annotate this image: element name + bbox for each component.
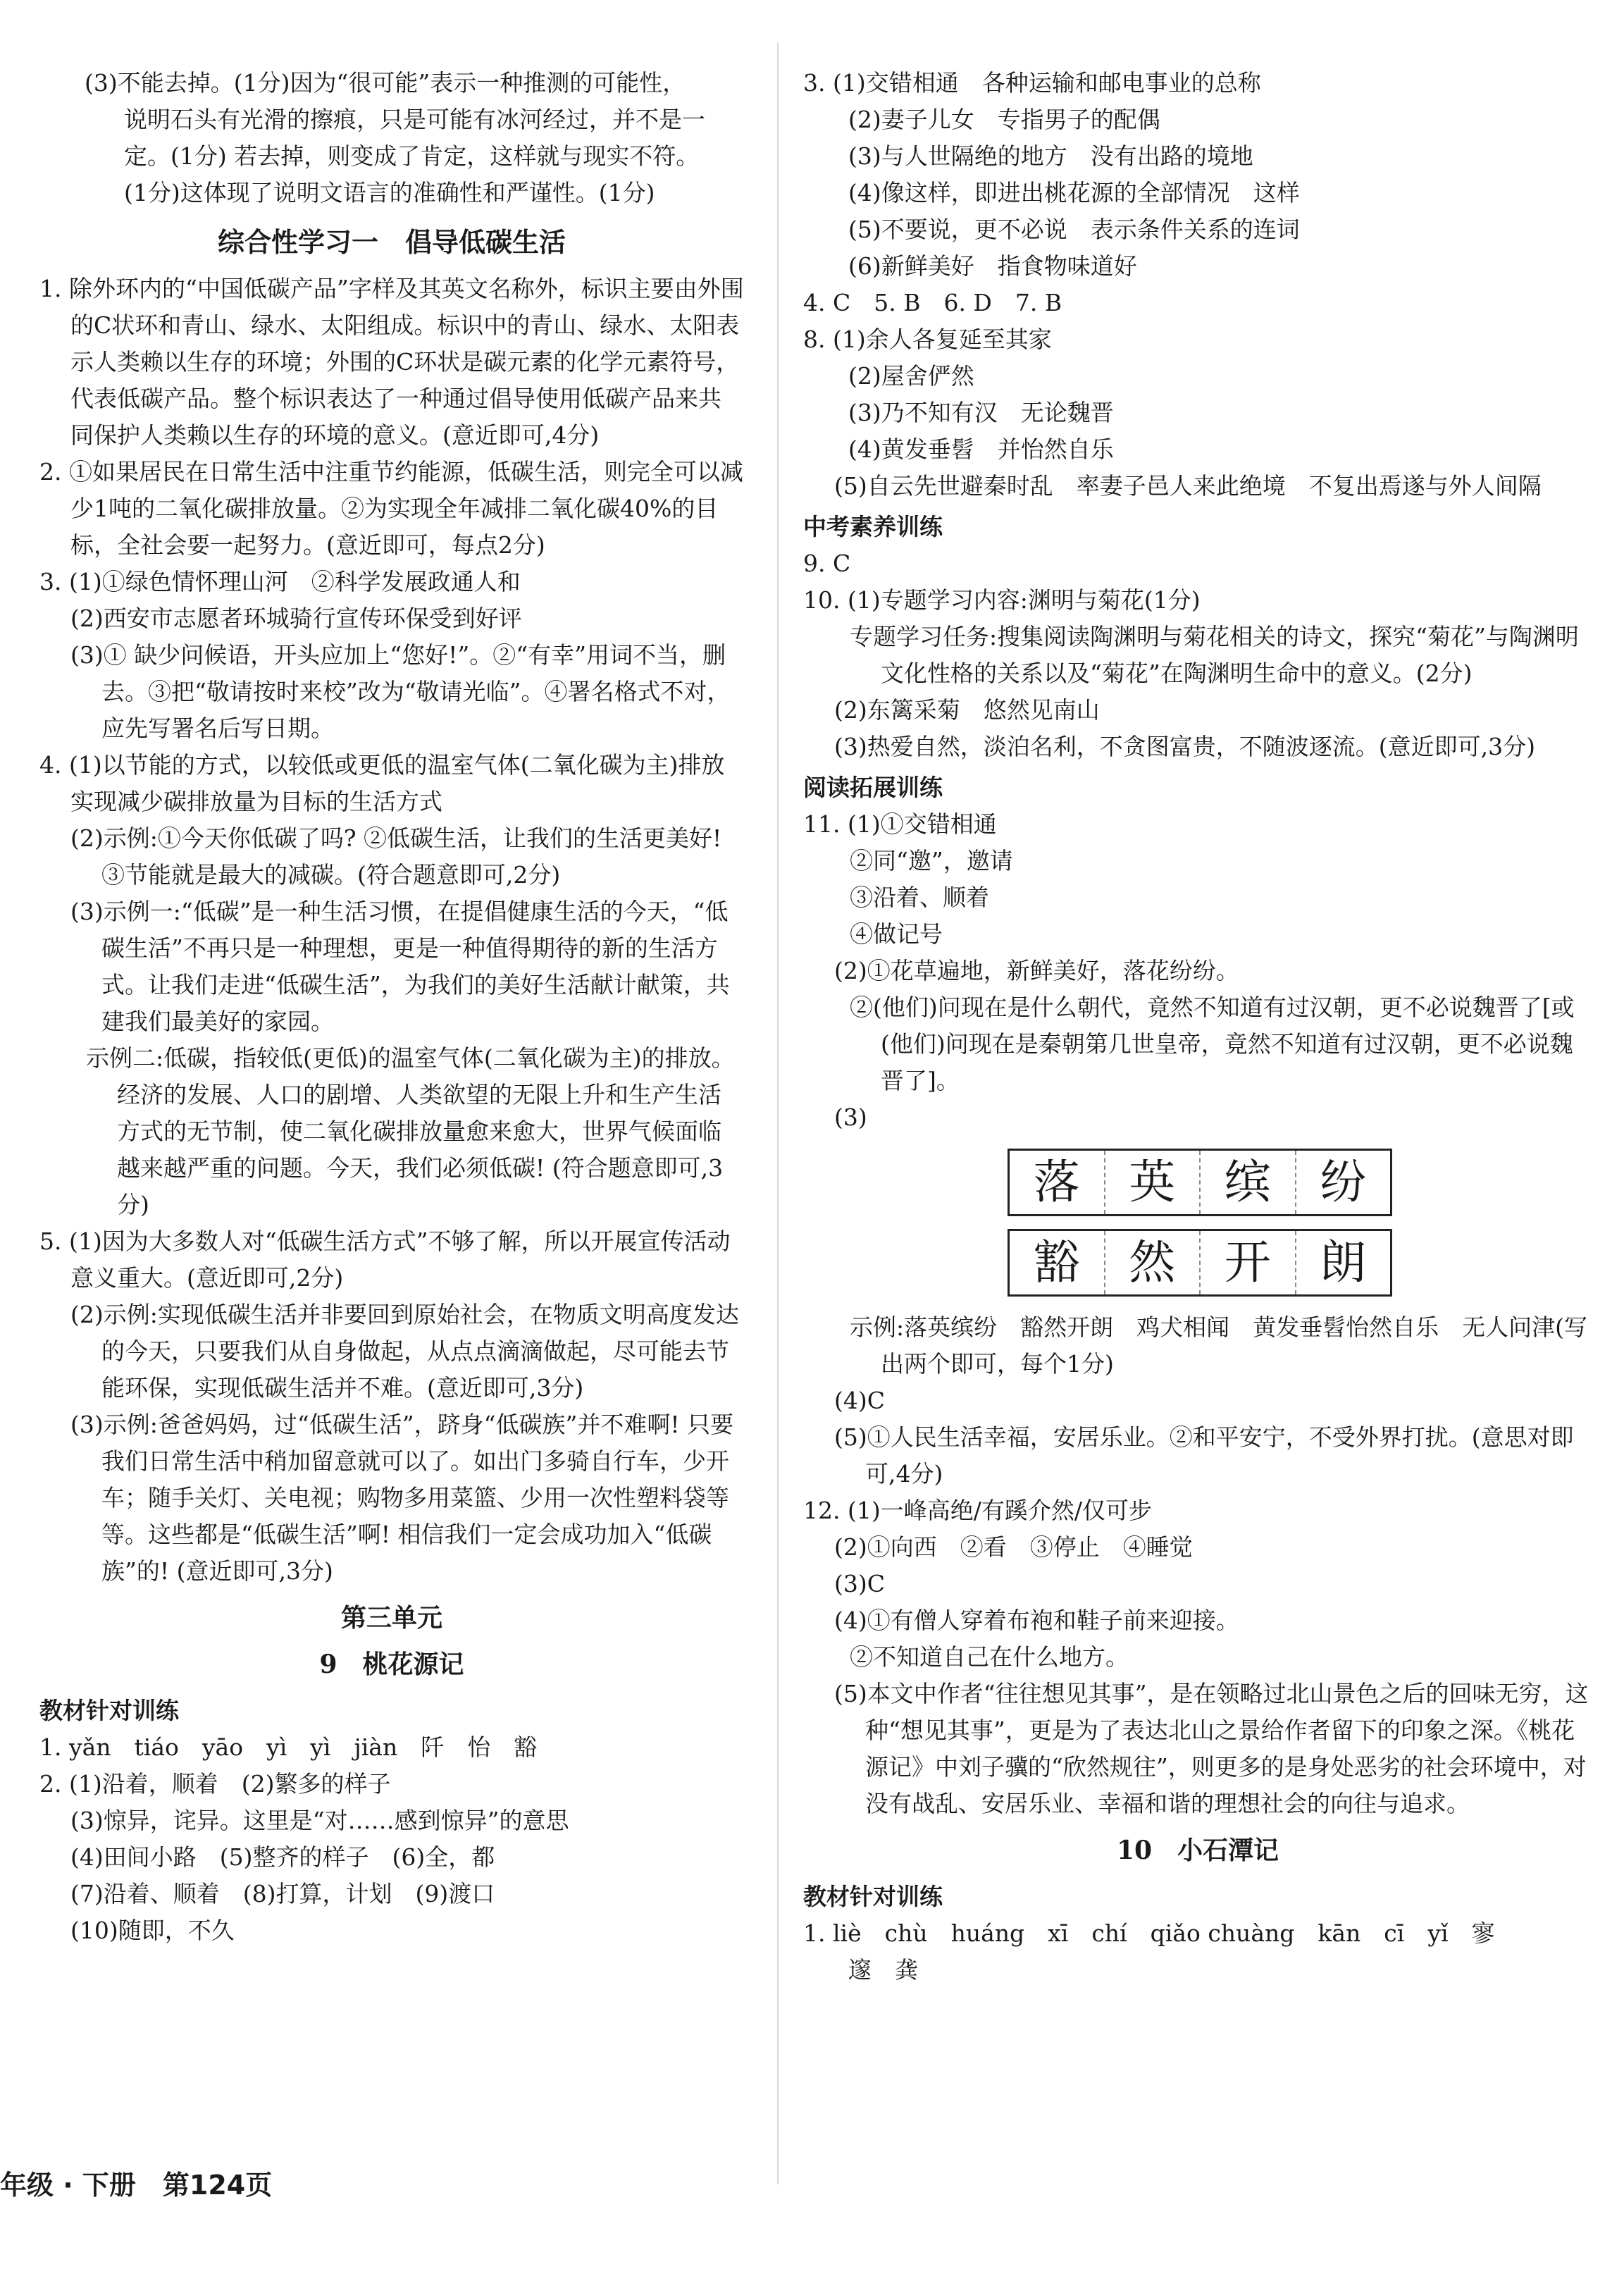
q11-block [803, 806, 1592, 1136]
answer-item: (3)① 缺少问候语，开头应加上“您好!”。②“有幸”用词不当，删去。③把“敬请按时来校”改为“敬请光临”。④署名格式不对，应先写署名后写日期。 [70, 641, 731, 742]
answer-item: ③沿着、顺着 [850, 884, 989, 911]
answer-item: (4)田间小路 (5)整齐的样子 (6)全，都 [70, 1843, 495, 1871]
yd-heading: 阅读拓展训练 [803, 774, 943, 801]
answer-item: ④做记号 [850, 920, 943, 948]
answer-item: ②(他们)问现在是什么朝代，竟然不知道有过汉朝，更不必说魏晋了[或(他们)问现在是秦朝第几世皇帝，竟然不知道有过汉朝，更不必说魏晋了]。 [850, 994, 1575, 1094]
answer-item: 4. (1)以节能的方式，以较低或更低的温室气体(二氧化碳为主)排放实现减少碳排放量为目标的生活方式 [39, 751, 725, 815]
char-cell: 豁 [1010, 1231, 1105, 1294]
answer-line: (6)新鲜美好 指食物味道好 [848, 252, 1137, 280]
answer-line: (3)乃不知有汉 无论魏晋 [848, 399, 1114, 426]
answer-item: (3)示例:爸爸妈妈，过“低碳生活”，跻身“低碳族”并不难啊! 只要我们日常生活中稍加留意就可以了。如出门多骑自行车，少开车；随手关灯、关电视；购物多用菜篮、少用一次性塑料袋等等。这些都是“低碳生活”啊! 相信我们一定会成功加入“低碳族”的! (意近即可,3分) [70, 1411, 734, 1585]
answer-item: (5)本文中作者“往往想见其事”，是在领略过北山景色之后的回味无穷，这种“想见其事”，更是为了表达北山之景给作者留下的印象之深。《桃花源记》中刘子骥的“欣然规往”，则更多的是身处恶劣的社会环境中，对没有战乱、安居乐业、幸福和谐的理想社会的向往与追求。 [834, 1680, 1589, 1817]
answer-line: 邃 龚 [848, 1956, 918, 1984]
left-column [39, 65, 744, 1949]
zk-heading: 中考素养训练 [803, 513, 943, 540]
char-cell: 落 [1010, 1151, 1105, 1214]
answer-item: (3)C [834, 1570, 885, 1597]
char-cell: 缤 [1201, 1151, 1296, 1214]
answer-item: 2. ①如果居民在日常生活中注重节约能源，低碳生活，则完全可以减少1吨的二氧化碳排放量。②为实现全年减排二氧化碳40%的目标，全社会要一起努力。(意近即可，每点2分) [39, 458, 743, 559]
answer-item: (3)示例一:“低碳”是一种生活习惯，在提倡健康生活的今天，“低碳生活”不再只是一种理想，更是一种值得期待的新的生活方式。让我们走进“低碳生活”，为我们的美好生活献计献策，共建我们最美好的家园。 [70, 898, 730, 1035]
answer-item: 1. yǎn tiáo yāo yì yì jiàn 阡 怡 豁 [39, 1733, 538, 1761]
answer-item: (3)热爱自然，淡泊名利，不贪图富贵，不随波逐流。(意近即可,3分) [834, 733, 1535, 760]
lesson-answers-list [39, 1729, 744, 1949]
answer-line: (4)像这样，即进出桃花源的全部情况 这样 [848, 179, 1300, 206]
sub-heading: 教材针对训练 [39, 1697, 179, 1724]
lesson-title: 9 桃花源记 [319, 1650, 464, 1679]
answers-list [39, 271, 744, 1590]
answer-line: (5)自云先世避秦时乱 率妻子邑人来此绝境 不复出焉遂与外人间隔 [834, 472, 1542, 500]
unit-title: 第三单元 [340, 1603, 442, 1633]
intro-line: 定。(1分) 若去掉，则变成了肯定，这样就与现实不符。 [124, 142, 700, 170]
answer-item: (5)①人民生活幸福，安居乐业。②和平安宁，不受外界打扰。(意思对即可,4分) [834, 1423, 1574, 1488]
page-footer: 年级 · 下册 第124页 [0, 2170, 273, 2201]
intro-block [39, 65, 744, 211]
column-divider [777, 42, 779, 2184]
answer-item: 示例:落英缤纷 豁然开朗 鸡犬相闻 黄发垂髫怡然自乐 无人问津(写出两个即可，每个1分) [850, 1313, 1587, 1378]
q11b-block [803, 1309, 1592, 1492]
char-cell: 英 [1105, 1151, 1201, 1214]
answer-line: (4)黄发垂髫 并怡然自乐 [848, 435, 1114, 463]
answer-line: (5)不要说，更不必说 表示条件关系的连词 [848, 216, 1300, 243]
answer-item: (2)示例:①今天你低碳了吗? ②低碳生活，让我们的生活更美好! ③节能就是最大的减碳。(符合题意即可,2分) [70, 824, 722, 889]
answer-item: 12. (1)一峰高绝/有蹊介然/仅可步 [803, 1497, 1152, 1524]
answer-item: (3)惊异，诧异。这里是“对……感到惊异”的意思 [70, 1807, 569, 1834]
intro-line: 说明石头有光滑的擦痕，只是可能有冰河经过，并不是一 [124, 106, 705, 133]
answer-item: ②同“邀”，邀请 [850, 847, 1013, 874]
answer-item: (2)示例:实现低碳生活并非要回到原始社会，在物质文明高度发达的今天，只要我们从自身做起，从点点滴滴做起，尽可能去节能环保，实现低碳生活并不难。(意近即可,3分) [70, 1301, 739, 1402]
char-cell: 开 [1201, 1231, 1296, 1294]
answer-line: (2)屋舍俨然 [848, 362, 974, 390]
answer-item: 3. (1)①绿色情怀理山河 ②科学发展政通人和 [39, 568, 521, 595]
char-cell: 然 [1105, 1231, 1201, 1294]
answer-item: 5. (1)因为大多数人对“低碳生活方式”不够了解，所以开展宣传活动意义重大。(意近即可,2分) [39, 1227, 731, 1292]
answer-item: (2)西安市志愿者环城骑行宣传环保受到好评 [70, 605, 522, 632]
char-cell: 纷 [1320, 1155, 1367, 1209]
right-column [803, 65, 1592, 1989]
sub-heading: 教材针对训练 [803, 1883, 943, 1910]
answer-item: 专题学习任务:搜集阅读陶渊明与菊花相关的诗文，探究“菊花”与陶渊明文化性格的关系以及“菊花”在陶渊明生命中的意义。(2分) [850, 623, 1579, 687]
answer-line: (3)与人世隔绝的地方 没有出路的境地 [848, 142, 1253, 170]
answer-line: 4. C 5. B 6. D 7. B [803, 289, 1062, 316]
intro-line: (3)不能去掉。(1分)因为“很可能”表示一种推测的可能性， [85, 69, 686, 97]
answer-item: ②不知道自己在什么地方。 [850, 1643, 1129, 1671]
answer-line: 9. C [803, 550, 851, 577]
q12-block [803, 1492, 1592, 1822]
answer-line: 1. liè chù huáng xī chí qiǎo chuàng kān cī yǐ 寥 [803, 1919, 1495, 1947]
answer-item: (2)①花草遍地，新鲜美好，落花纷纷。 [834, 957, 1239, 984]
answer-item: 1. 除外环内的“中国低碳产品”字样及其英文名称外，标识主要由外围的C状环和青山、绿水、太阳组成。标识中的青山、绿水、太阳表示人类赖以生存的环境；外围的C环状是碳元素的化学元素符号，代表低碳产品。整个标识表达了一种通过倡导使用低碳产品来共同保护人类赖以生存的环境的意义。(意近即可,4分) [39, 275, 744, 449]
answer-item: (4)C [834, 1387, 885, 1414]
char-grid-row-2 [1008, 1229, 1392, 1297]
char-cell: 朗 [1320, 1235, 1367, 1289]
answer-line: (2)妻子儿女 专指男子的配偶 [848, 106, 1160, 133]
answer-item: 10. (1)专题学习内容:渊明与菊花(1分) [803, 586, 1201, 614]
intro-line: (1分)这体现了说明文语言的准确性和严谨性。(1分) [124, 179, 655, 206]
answer-line: 3. (1)交错相通 各种运输和邮电事业的总称 [803, 69, 1261, 97]
answer-item: (3) [834, 1103, 867, 1131]
answer-item: 11. (1)①交错相通 [803, 810, 997, 838]
answer-item: (2)①向西 ②看 ③停止 ④睡觉 [834, 1533, 1193, 1561]
answer-line: 8. (1)余人各复延至其家 [803, 326, 1052, 353]
answer-item: (2)东篱采菊 悠然见南山 [834, 696, 1100, 724]
answer-item: (7)沿着、顺着 (8)打算，计划 (9)渡口 [70, 1880, 495, 1907]
char-grid-row-1 [1008, 1149, 1392, 1216]
answer-item: 示例二:低碳，指较低(更低)的温室气体(二氧化碳为主)的排放。经济的发展、人口的剧增、人类欲望的无限上升和生产生活方式的无节制，使二氧化碳排放量愈来愈大，世界气候面临越来越严重的问题。今天，我们必须低碳! (符合题意即可,3分) [86, 1044, 735, 1218]
answer-item: 2. (1)沿着，顺着 (2)繁多的样子 [39, 1770, 391, 1798]
answer-item: (10)随即，不久 [70, 1917, 235, 1944]
lesson10-title: 10 小石潭记 [1116, 1836, 1279, 1865]
section-title: 综合性学习一 倡导低碳生活 [217, 226, 566, 258]
answer-item: (4)①有僧人穿着布袍和鞋子前来迎接。 [834, 1607, 1239, 1634]
q10-block [803, 582, 1592, 765]
